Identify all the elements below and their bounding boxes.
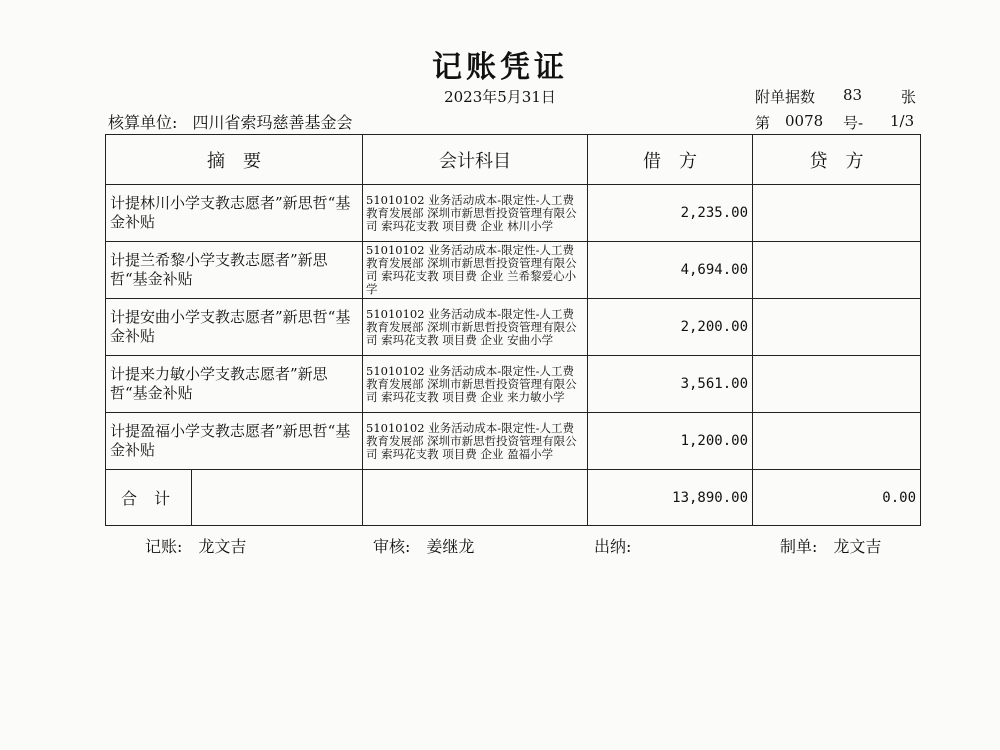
unit-label: 核算单位: [108, 113, 178, 132]
voucher-page: 1/3 [890, 112, 915, 130]
row-credit [753, 185, 921, 242]
attachments-unit: 张 [901, 88, 917, 106]
column-header-debit: 借 方 [588, 135, 753, 185]
voucher-prefix: 第 [755, 114, 771, 132]
row-account: 51010102 业务活动成本-限定性-人工费 教育发展部 深圳市新思哲投资管理有限公司 索玛花支教 项目费 企业 来力敏小学 [363, 356, 588, 413]
unit-name: 四川省索玛慈善基金会 [192, 113, 353, 132]
voucher-number: 0078 [785, 112, 824, 130]
row-debit: 4,694.00 [588, 242, 753, 299]
voucher-table [105, 134, 921, 526]
row-debit: 2,200.00 [588, 299, 753, 356]
total-row [106, 470, 921, 526]
table-row [106, 299, 921, 356]
voucher-date: 2023年5月31日 [444, 88, 556, 106]
row-summary: 计提安曲小学支教志愿者”新思哲“基金补贴 [106, 299, 363, 356]
row-account: 51010102 业务活动成本-限定性-人工费 教育发展部 深圳市新思哲投资管理有限公司 索玛花支教 项目费 企业 盈福小学 [363, 413, 588, 470]
bookkeeper: 记账: 龙文吉 [145, 537, 247, 556]
row-account: 51010102 业务活动成本-限定性-人工费 教育发展部 深圳市新思哲投资管理有限公司 索玛花支教 项目费 企业 兰希黎爱心小学 [363, 242, 588, 299]
preparer: 制单: 龙文吉 [780, 537, 882, 556]
total-label [106, 470, 363, 526]
auditor: 审核: 姜继龙 [373, 537, 475, 556]
row-summary: 计提林川小学支教志愿者”新思哲“基金补贴 [106, 185, 363, 242]
row-summary: 计提来力敏小学支教志愿者”新思哲“基金补贴 [106, 356, 363, 413]
cashier: 出纳: [594, 537, 632, 556]
row-debit: 1,200.00 [588, 413, 753, 470]
column-header-account: 会计科目 [363, 135, 588, 185]
attachments-count: 83 [843, 86, 863, 104]
row-credit [753, 413, 921, 470]
row-credit [753, 299, 921, 356]
row-debit: 3,561.00 [588, 356, 753, 413]
total-account-empty [363, 470, 588, 526]
row-credit [753, 356, 921, 413]
total-credit: 0.00 [753, 470, 921, 526]
row-summary: 计提盈福小学支教志愿者”新思哲“基金补贴 [106, 413, 363, 470]
table-row [106, 242, 921, 299]
table-row [106, 356, 921, 413]
table-row [106, 185, 921, 242]
column-header-summary: 摘 要 [106, 135, 363, 185]
column-header-credit: 贷 方 [753, 135, 921, 185]
row-account: 51010102 业务活动成本-限定性-人工费 教育发展部 深圳市新思哲投资管理有限公司 索玛花支教 项目费 企业 安曲小学 [363, 299, 588, 356]
table-header-row [106, 135, 921, 185]
total-label-text: 合 计 [106, 470, 192, 525]
attachments-label: 附单据数 [755, 88, 816, 106]
row-credit [753, 242, 921, 299]
voucher-suffix: 号- [843, 114, 864, 132]
accounting-unit [108, 110, 353, 133]
total-debit: 13,890.00 [588, 470, 753, 526]
row-account: 51010102 业务活动成本-限定性-人工费 教育发展部 深圳市新思哲投资管理有限公司 索玛花支教 项目费 企业 林川小学 [363, 185, 588, 242]
row-debit: 2,235.00 [588, 185, 753, 242]
row-summary: 计提兰希黎小学支教志愿者”新思哲“基金补贴 [106, 242, 363, 299]
voucher-title: 记账凭证 [432, 50, 568, 85]
table-row [106, 413, 921, 470]
